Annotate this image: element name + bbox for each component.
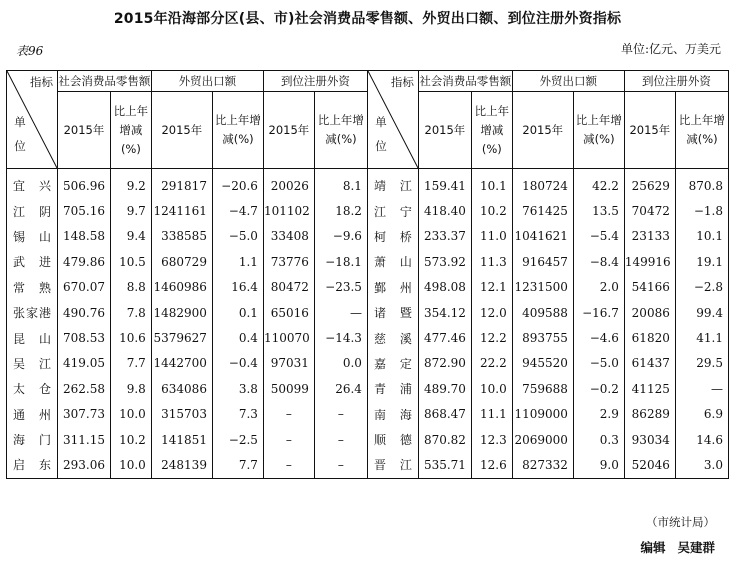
cell-export: 248139 [151, 452, 212, 478]
cell-retail-pct: 12.2 [471, 325, 512, 350]
cell-retail-pct: 9.2 [111, 169, 152, 199]
cell-invest-pct: – [314, 452, 367, 478]
cell-invest: 20026 [263, 169, 314, 199]
cell-invest: 52046 [624, 452, 675, 478]
cell-invest: 110070 [263, 325, 314, 350]
cell-invest: 25629 [624, 169, 675, 199]
header-retail: 社会消费品零售额 [418, 71, 512, 92]
cell-invest-pct: −14.3 [314, 325, 367, 350]
cell-export-pct: −8.4 [573, 249, 624, 274]
header-export: 外贸出口额 [512, 71, 624, 92]
cell-retail: 233.37 [418, 224, 471, 249]
corner-unit-label: 单位 [14, 115, 26, 153]
region-name: 嘉定 [367, 351, 418, 376]
cell-invest-pct: 19.1 [675, 249, 728, 274]
cell-export: 180724 [512, 169, 573, 199]
header-retail: 社会消费品零售额 [57, 71, 151, 92]
cell-retail: 708.53 [57, 325, 110, 350]
cell-export: 291817 [151, 169, 212, 199]
table-header [7, 71, 729, 169]
document-title: 2015年沿海部分区(县、市)社会消费品零售额、外贸出口额、到位注册外资指标 [113, 11, 622, 27]
cell-export-pct: −5.0 [573, 351, 624, 376]
cell-retail: 418.40 [418, 198, 471, 223]
cell-retail: 419.05 [57, 351, 110, 376]
cell-retail-pct: 11.0 [471, 224, 512, 249]
cell-retail: 573.92 [418, 249, 471, 274]
cell-export-pct: 0.4 [212, 325, 263, 350]
cell-invest: 73776 [263, 249, 314, 274]
cell-invest: 23133 [624, 224, 675, 249]
cell-invest: 20086 [624, 300, 675, 325]
cell-export: 634086 [151, 376, 212, 401]
region-name: 鄞州 [367, 275, 418, 300]
region-name: 太仓 [7, 376, 58, 401]
cell-invest: 33408 [263, 224, 314, 249]
cell-retail: 870.82 [418, 427, 471, 452]
cell-invest-pct: — [675, 376, 728, 401]
table-row [7, 169, 729, 199]
cell-invest: 50099 [263, 376, 314, 401]
region-name: 青浦 [367, 376, 418, 401]
header-year: 2015年 [418, 92, 471, 169]
cell-invest-pct: 8.1 [314, 169, 367, 199]
cell-invest: 97031 [263, 351, 314, 376]
cell-export-pct: −4.7 [212, 198, 263, 223]
cell-invest-pct: −2.8 [675, 275, 728, 300]
cell-retail-pct: 9.4 [111, 224, 152, 249]
cell-retail-pct: 10.1 [471, 169, 512, 199]
cell-export-pct: 42.2 [573, 169, 624, 199]
header-investment: 到位注册外资 [263, 71, 367, 92]
header-year: 2015年 [263, 92, 314, 169]
region-name: 宜兴 [7, 169, 58, 199]
cell-export: 5379627 [151, 325, 212, 350]
cell-retail: 159.41 [418, 169, 471, 199]
cell-invest-pct: 14.6 [675, 427, 728, 452]
cell-invest: 41125 [624, 376, 675, 401]
region-name: 海门 [7, 427, 58, 452]
cell-retail-pct: 8.8 [111, 275, 152, 300]
cell-invest-pct: 18.2 [314, 198, 367, 223]
cell-export-pct: −5.4 [573, 224, 624, 249]
header-year: 2015年 [512, 92, 573, 169]
cell-invest: 61437 [624, 351, 675, 376]
cell-retail: 506.96 [57, 169, 110, 199]
table-row [7, 275, 729, 300]
cell-export-pct: −0.4 [212, 351, 263, 376]
cell-export-pct: 2.0 [573, 275, 624, 300]
cell-export-pct: 0.1 [212, 300, 263, 325]
cell-retail-pct: 12.0 [471, 300, 512, 325]
cell-retail: 354.12 [418, 300, 471, 325]
table-row [7, 300, 729, 325]
cell-export: 1460986 [151, 275, 212, 300]
cell-invest-pct: 3.0 [675, 452, 728, 478]
cell-export-pct: 16.4 [212, 275, 263, 300]
cell-invest-pct: −1.8 [675, 198, 728, 223]
cell-invest-pct: 99.4 [675, 300, 728, 325]
cell-invest: – [263, 427, 314, 452]
region-name: 锡山 [7, 224, 58, 249]
region-name: 江宁 [367, 198, 418, 223]
cell-retail: 489.70 [418, 376, 471, 401]
cell-invest: – [263, 452, 314, 478]
cell-retail: 477.46 [418, 325, 471, 350]
cell-retail: 293.06 [57, 452, 110, 478]
cell-invest-pct: 0.0 [314, 351, 367, 376]
cell-retail: 490.76 [57, 300, 110, 325]
cell-export: 761425 [512, 198, 573, 223]
table-row [7, 376, 729, 401]
region-name: 吴江 [7, 351, 58, 376]
corner-header-right [367, 71, 418, 169]
cell-retail-pct: 12.3 [471, 427, 512, 452]
cell-export-pct: 0.3 [573, 427, 624, 452]
region-name: 武进 [7, 249, 58, 274]
cell-export-pct: 2.9 [573, 402, 624, 427]
region-name: 柯桥 [367, 224, 418, 249]
cell-invest-pct: 26.4 [314, 376, 367, 401]
editor-label: 编辑 [640, 540, 666, 555]
cell-retail-pct: 10.6 [111, 325, 152, 350]
region-name: 江阴 [7, 198, 58, 223]
cell-export-pct: 13.5 [573, 198, 624, 223]
cell-export: 1442700 [151, 351, 212, 376]
cell-retail-pct: 11.1 [471, 402, 512, 427]
cell-retail: 498.08 [418, 275, 471, 300]
cell-export: 2069000 [512, 427, 573, 452]
cell-export-pct: 9.0 [573, 452, 624, 478]
source-note: （市统计局） [646, 515, 715, 529]
cell-retail-pct: 12.6 [471, 452, 512, 478]
cell-retail-pct: 9.7 [111, 198, 152, 223]
table-row [7, 224, 729, 249]
cell-invest-pct: – [314, 427, 367, 452]
cell-invest-pct: 6.9 [675, 402, 728, 427]
table-number: 表96 [16, 44, 44, 58]
cell-export: 945520 [512, 351, 573, 376]
cell-export-pct: −16.7 [573, 300, 624, 325]
header-change: 比上年增减(%) [212, 92, 263, 169]
unit-note: 单位:亿元、万美元 [620, 42, 721, 56]
table-row [7, 351, 729, 376]
cell-export: 759688 [512, 376, 573, 401]
cell-export: 680729 [151, 249, 212, 274]
cell-retail: 311.15 [57, 427, 110, 452]
cell-invest-pct: — [314, 300, 367, 325]
editor-name: 吴建群 [677, 540, 715, 555]
cell-retail: 479.86 [57, 249, 110, 274]
header-export: 外贸出口额 [151, 71, 263, 92]
cell-invest-pct: – [314, 402, 367, 427]
cell-invest-pct: −23.5 [314, 275, 367, 300]
cell-retail-pct: 10.0 [111, 402, 152, 427]
cell-export: 338585 [151, 224, 212, 249]
cell-retail-pct: 11.3 [471, 249, 512, 274]
region-name: 南海 [367, 402, 418, 427]
cell-export-pct: −5.0 [212, 224, 263, 249]
header-change: 比上年增减(%) [675, 92, 728, 169]
region-name: 萧山 [367, 249, 418, 274]
cell-invest-pct: 10.1 [675, 224, 728, 249]
editor-credit [640, 538, 715, 556]
cell-retail-pct: 10.0 [111, 452, 152, 478]
cell-export-pct: 7.7 [212, 452, 263, 478]
header-change: 比上年增减(%) [573, 92, 624, 169]
cell-retail-pct: 12.1 [471, 275, 512, 300]
header-investment: 到位注册外资 [624, 71, 728, 92]
table-row [7, 249, 729, 274]
cell-invest-pct: 41.1 [675, 325, 728, 350]
table-row [7, 427, 729, 452]
cell-retail-pct: 10.2 [111, 427, 152, 452]
cell-retail: 262.58 [57, 376, 110, 401]
cell-export-pct: 3.8 [212, 376, 263, 401]
header-change: 比上年增减(%) [471, 92, 512, 169]
cell-retail: 535.71 [418, 452, 471, 478]
cell-export-pct: −20.6 [212, 169, 263, 199]
cell-export: 1231500 [512, 275, 573, 300]
cell-invest: 70472 [624, 198, 675, 223]
cell-retail-pct: 9.8 [111, 376, 152, 401]
cell-invest: 54166 [624, 275, 675, 300]
cell-retail-pct: 7.8 [111, 300, 152, 325]
corner-indicator-label: 指标 [390, 75, 414, 89]
cell-retail: 705.16 [57, 198, 110, 223]
cell-export: 916457 [512, 249, 573, 274]
cell-export: 1482900 [151, 300, 212, 325]
cell-invest: – [263, 402, 314, 427]
region-name: 昆山 [7, 325, 58, 350]
cell-invest-pct: −9.6 [314, 224, 367, 249]
cell-export: 409588 [512, 300, 573, 325]
cell-export-pct: −2.5 [212, 427, 263, 452]
corner-header-left [7, 71, 58, 169]
cell-invest: 80472 [263, 275, 314, 300]
cell-retail: 872.90 [418, 351, 471, 376]
header-change: 比上年增减(%) [314, 92, 367, 169]
cell-export: 1041621 [512, 224, 573, 249]
cell-retail: 148.58 [57, 224, 110, 249]
cell-invest: 86289 [624, 402, 675, 427]
header-year: 2015年 [624, 92, 675, 169]
corner-indicator-label: 指标 [29, 75, 53, 89]
header-change: 比上年增减(%) [111, 92, 152, 169]
region-name: 通州 [7, 402, 58, 427]
table-body [7, 169, 729, 479]
region-name: 靖江 [367, 169, 418, 199]
header-year: 2015年 [57, 92, 110, 169]
table-row [7, 452, 729, 478]
region-name: 常熟 [7, 275, 58, 300]
cell-invest: 65016 [263, 300, 314, 325]
cell-export: 827332 [512, 452, 573, 478]
cell-invest: 101102 [263, 198, 314, 223]
cell-export: 315703 [151, 402, 212, 427]
region-name: 晋江 [367, 452, 418, 478]
cell-invest-pct: −18.1 [314, 249, 367, 274]
statistics-table [6, 70, 729, 479]
region-name: 诸暨 [367, 300, 418, 325]
cell-export: 141851 [151, 427, 212, 452]
cell-invest-pct: 29.5 [675, 351, 728, 376]
cell-export-pct: −4.6 [573, 325, 624, 350]
cell-retail: 670.07 [57, 275, 110, 300]
region-name: 启东 [7, 452, 58, 478]
cell-export-pct: −0.2 [573, 376, 624, 401]
header-year: 2015年 [151, 92, 212, 169]
cell-export: 1109000 [512, 402, 573, 427]
cell-retail-pct: 10.2 [471, 198, 512, 223]
table-row [7, 198, 729, 223]
cell-retail: 307.73 [57, 402, 110, 427]
cell-retail-pct: 7.7 [111, 351, 152, 376]
cell-retail-pct: 22.2 [471, 351, 512, 376]
region-name: 慈溪 [367, 325, 418, 350]
cell-invest-pct: 870.8 [675, 169, 728, 199]
cell-invest: 93034 [624, 427, 675, 452]
cell-retail-pct: 10.0 [471, 376, 512, 401]
cell-export: 893755 [512, 325, 573, 350]
cell-export-pct: 1.1 [212, 249, 263, 274]
cell-export-pct: 7.3 [212, 402, 263, 427]
region-name: 顺德 [367, 427, 418, 452]
cell-invest: 61820 [624, 325, 675, 350]
region-name: 张家港 [7, 300, 58, 325]
cell-export: 1241161 [151, 198, 212, 223]
cell-invest: 149916 [624, 249, 675, 274]
table-row [7, 325, 729, 350]
cell-retail-pct: 10.5 [111, 249, 152, 274]
corner-unit-label: 单位 [375, 115, 387, 153]
table-row [7, 402, 729, 427]
cell-retail: 868.47 [418, 402, 471, 427]
